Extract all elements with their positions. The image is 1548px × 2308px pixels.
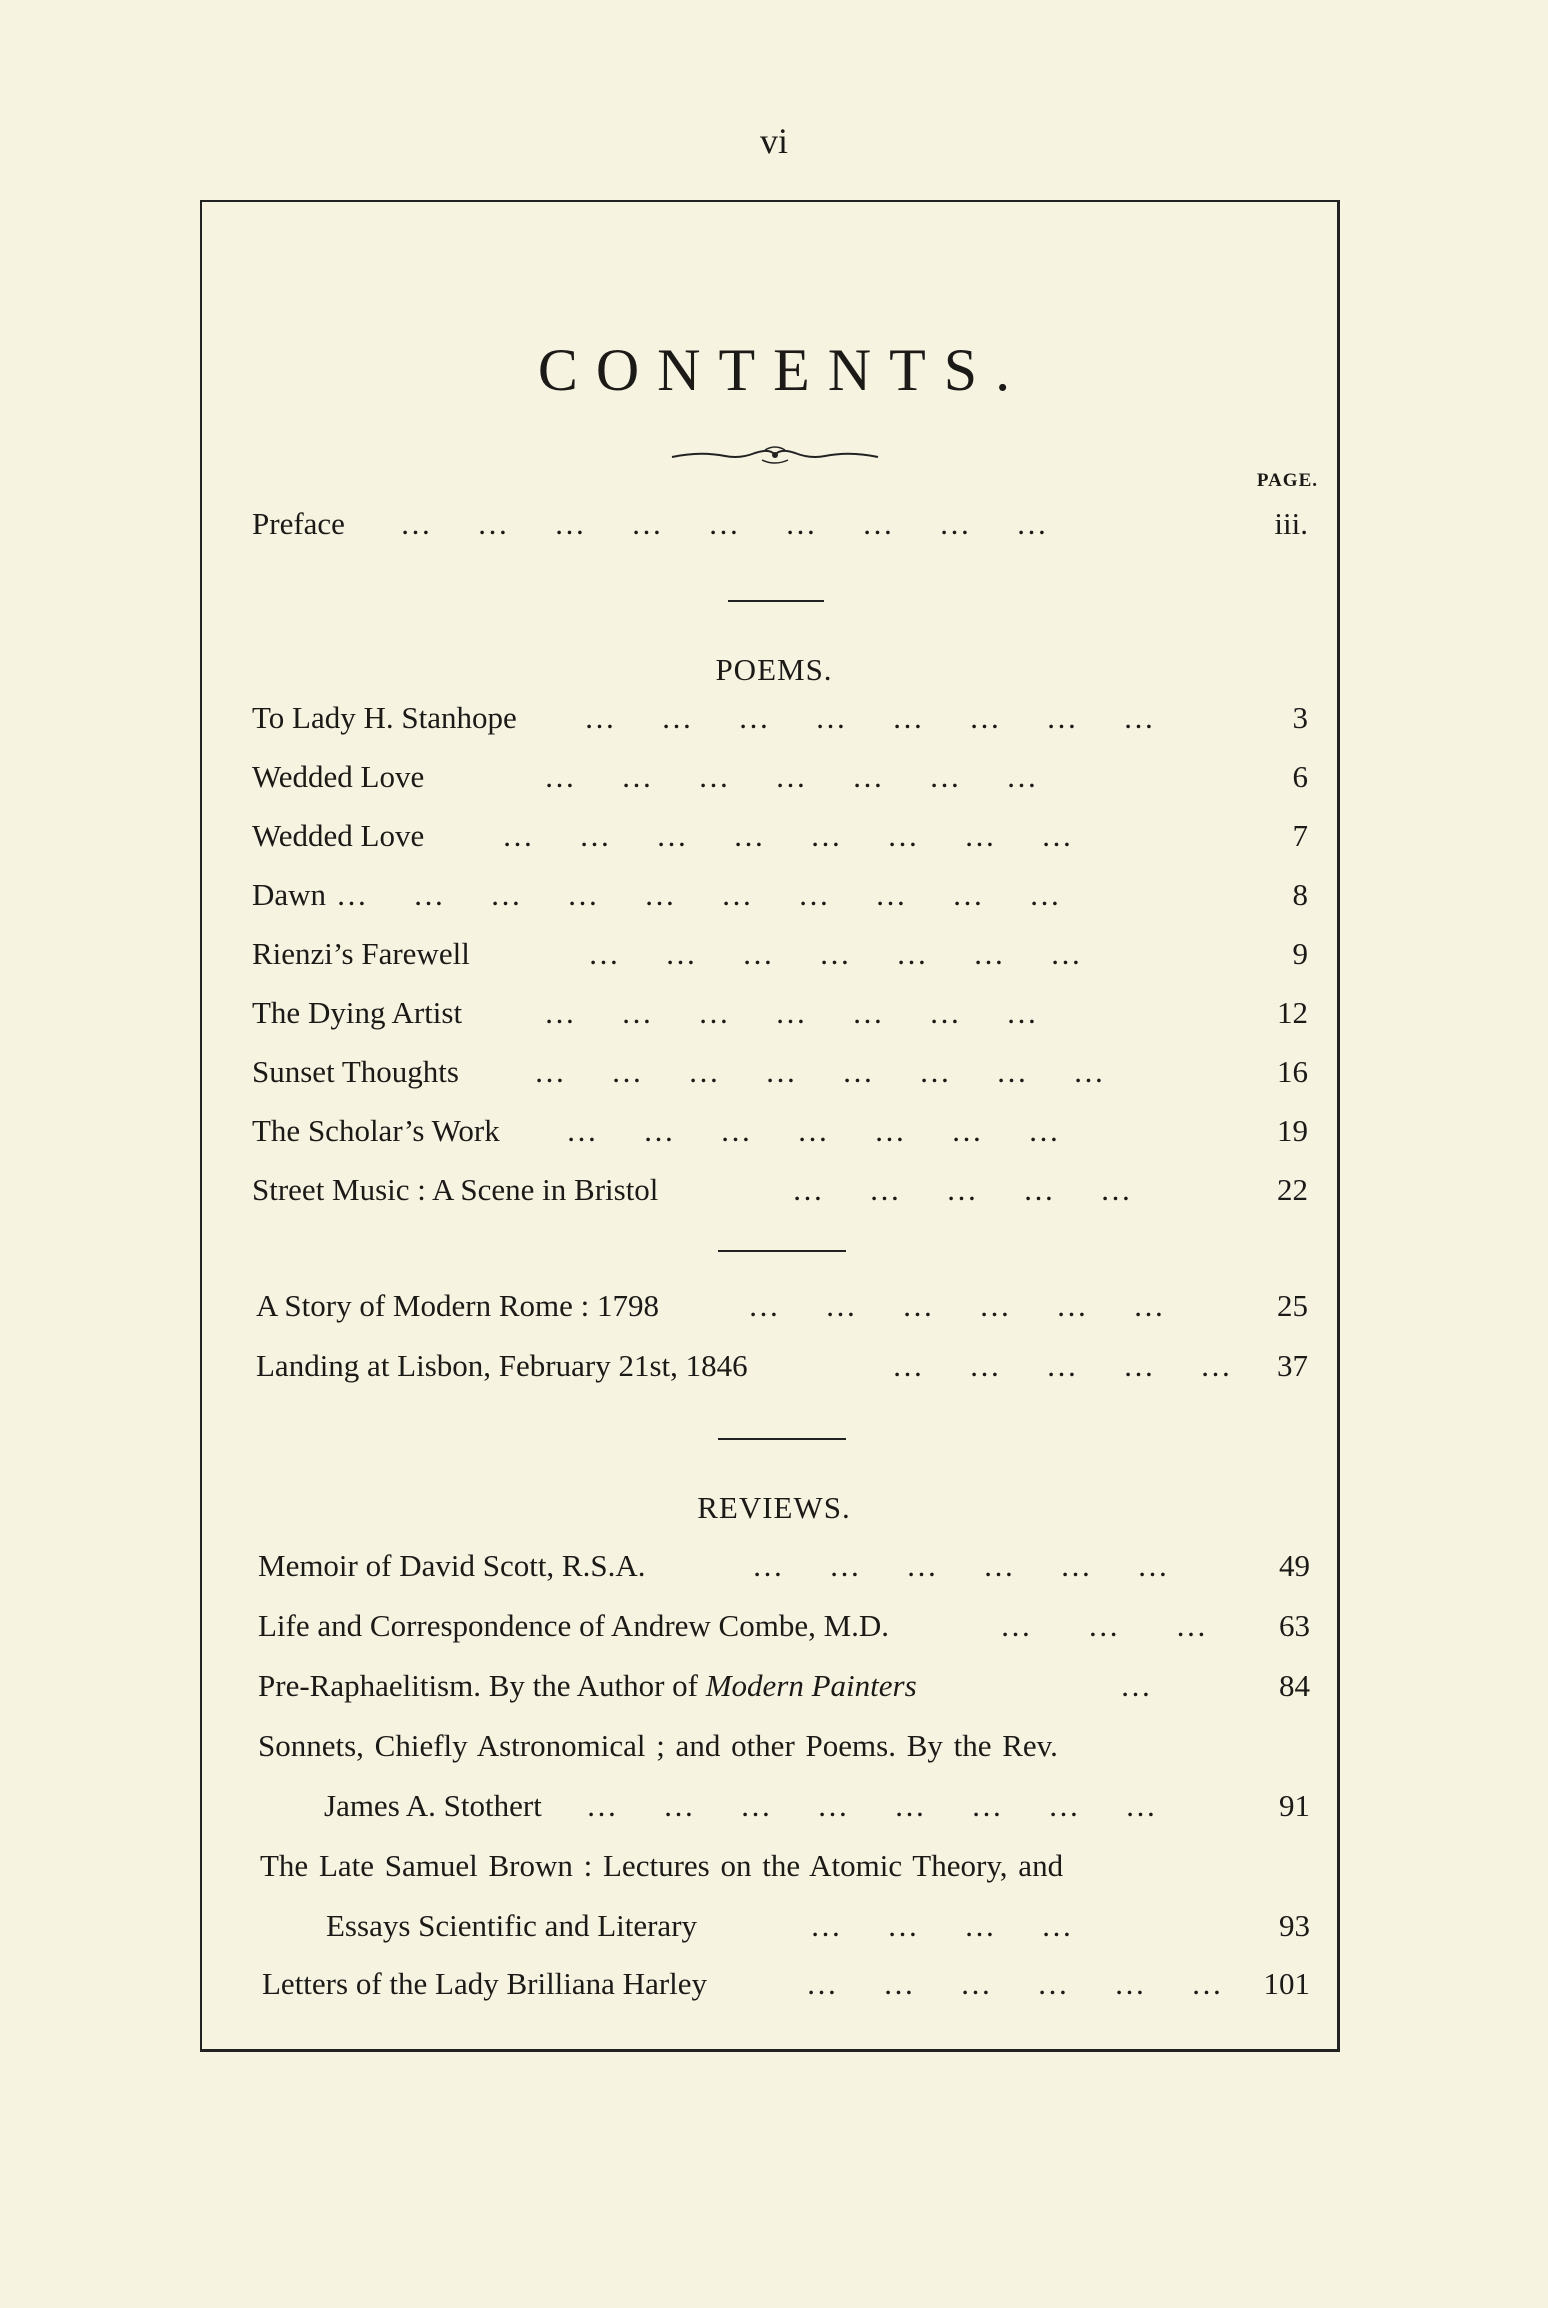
entry-page: iii. (1274, 506, 1308, 541)
leader-dots: … … … … … (792, 1172, 1134, 1207)
toc-entry (252, 995, 1308, 1035)
leader-dots: … … … … … … … … … (400, 506, 1050, 541)
entry-title: The Dying Artist (252, 995, 463, 1030)
toc-entry-preface (252, 506, 1308, 546)
entry-title: The Scholar’s Work (252, 1113, 500, 1148)
entry-title-line1: Sonnets, Chiefly Astronomical ; and other Poems. By the Rev. (258, 1728, 1058, 1763)
entry-page: 84 (1279, 1668, 1310, 1703)
toc-entry (326, 1908, 1310, 1948)
entry-title: Rienzi’s Farewell (252, 936, 470, 971)
entry-title-line2: James A. Stothert (324, 1788, 542, 1823)
entry-title: Landing at Lisbon, February 21st, 1846 (256, 1348, 748, 1383)
page-title: CONTENTS. (537, 337, 1029, 403)
toc-entry (252, 818, 1308, 858)
entry-page: 25 (1277, 1288, 1308, 1323)
entry-page: 91 (1279, 1788, 1310, 1823)
entry-title: Street Music : A Scene in Bristol (252, 1172, 659, 1207)
leader-dots: … … … … … … … (544, 995, 1040, 1030)
entry-title: Wedded Love (252, 759, 425, 794)
entry-page: 37 (1277, 1348, 1308, 1383)
toc-entry (258, 1608, 1310, 1648)
toc-entry (252, 1054, 1308, 1094)
leader-dots: … … … … (810, 1908, 1075, 1943)
entry-page: 19 (1277, 1113, 1308, 1148)
entry-title: Letters of the Lady Brilliana Harley (262, 1966, 708, 2001)
entry-title: Preface (252, 506, 345, 541)
entry-title-italic: Modern Painters (705, 1668, 917, 1703)
toc-entry (252, 759, 1308, 799)
entry-title: A Story of Modern Rome : 1798 (256, 1288, 659, 1323)
section-divider (718, 1250, 846, 1252)
leader-dots: … … … … … … (806, 1966, 1225, 2001)
entry-page: 63 (1279, 1608, 1310, 1643)
section-heading-poems: POEMS. (715, 652, 833, 687)
entry-title-prefix: Pre-Raphaelitism. By the Author of (258, 1668, 698, 1703)
leader-dots: … … … … … … … … (584, 700, 1157, 735)
entry-page: 9 (1292, 936, 1308, 971)
entry-page: 7 (1292, 818, 1308, 853)
entry-page: 8 (1292, 877, 1308, 912)
toc-entry (252, 936, 1308, 976)
toc-entry (256, 1288, 1308, 1328)
entry-title: Life and Correspondence of Andrew Combe, M.D. (258, 1608, 890, 1643)
leader-dots: … … … … … … … … (502, 818, 1075, 853)
leader-dots: … … … … … … … (544, 759, 1040, 794)
toc-entry (324, 1788, 1310, 1828)
entry-title: Sunset Thoughts (252, 1054, 459, 1089)
toc-entry (252, 877, 1308, 917)
toc-entry (256, 1348, 1308, 1388)
ornament-flourish (670, 446, 880, 464)
entry-page: 101 (1263, 1966, 1310, 2001)
entry-page: 93 (1279, 1908, 1310, 1943)
toc-entry (252, 1113, 1308, 1153)
entry-page: 16 (1277, 1054, 1308, 1089)
section-heading-reviews: REVIEWS. (697, 1490, 851, 1525)
entry-title: Dawn (252, 877, 327, 912)
leader-dots: … … … … … … … … (586, 1788, 1159, 1823)
toc-entry (252, 1172, 1308, 1212)
entry-title: Memoir of David Scott, R.S.A. (258, 1548, 646, 1583)
leader-dots: … … … … … … (752, 1548, 1171, 1583)
section-divider (718, 1438, 846, 1440)
leader-dots: … … … … … … … (588, 936, 1084, 971)
entry-page: 12 (1277, 995, 1308, 1030)
leader-dots: … … … … … … (748, 1288, 1167, 1323)
entry-title: Wedded Love (252, 818, 425, 853)
entry-title: To Lady H. Stanhope (252, 700, 517, 735)
leader-dots: … … … … … … … … (534, 1054, 1107, 1089)
leader-dots: … … … … … … … (566, 1113, 1062, 1148)
entry-page: 22 (1277, 1172, 1308, 1207)
leader-dots: … … … … … … … … … … (336, 877, 1063, 912)
page-number: vi (759, 121, 788, 161)
leader-dots: … … … … … (892, 1348, 1234, 1383)
toc-entry (258, 1668, 1310, 1708)
entry-title-line1: The Late Samuel Brown : Lectures on the Atomic Theory, and (260, 1848, 1064, 1883)
entry-title-line2: Essays Scientific and Literary (326, 1908, 698, 1943)
entry-page: 3 (1292, 700, 1308, 735)
section-divider (728, 600, 824, 602)
toc-entry (258, 1548, 1310, 1588)
entry-page: 49 (1279, 1548, 1310, 1583)
page-column-label: PAGE. (1256, 470, 1318, 491)
entry-title (258, 1668, 917, 1704)
leader-dots: … … … (1000, 1608, 1210, 1643)
leader-dots: … (1120, 1668, 1154, 1703)
toc-entry (252, 700, 1308, 740)
toc-entry (262, 1966, 1310, 2006)
entry-page: 6 (1292, 759, 1308, 794)
